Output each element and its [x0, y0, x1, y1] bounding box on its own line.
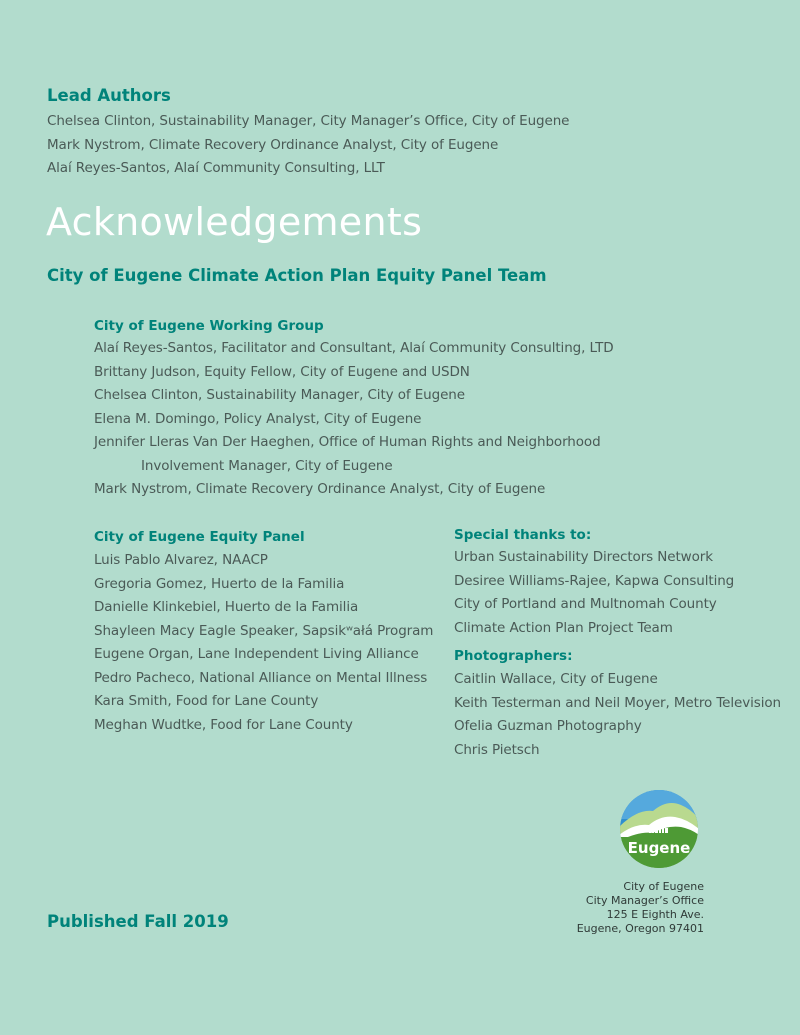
working-group-heading: City of Eugene Working Group [94, 318, 324, 334]
list-item: Chelsea Clinton, Sustainability Manager, City Manager’s Office, City of Eugene [47, 113, 570, 129]
list-item: Gregoria Gomez, Huerto de la Familia [94, 575, 345, 592]
list-item: Mark Nystrom, Climate Recovery Ordinance Analyst, City of Eugene [94, 481, 546, 497]
equity-panel-list [94, 549, 433, 737]
list-item: Eugene Organ, Lane Independent Living Alliance [94, 646, 419, 662]
list-item: Shayleen Macy Eagle Speaker, Sapsikʷałá Program [94, 622, 434, 639]
published-date: Published Fall 2019 [47, 912, 229, 931]
list-item-continuation: Involvement Manager, City of Eugene [141, 457, 393, 474]
list-item: Alaí Reyes-Santos, Alaí Community Consulting, LLT [47, 160, 385, 176]
list-item: Jennifer Lleras Van Der Haeghen, Office of Human Rights and Neighborhood [94, 434, 601, 450]
list-item: Mark Nystrom, Climate Recovery Ordinance Analyst, City of Eugene [47, 136, 499, 153]
list-item: Pedro Pacheco, National Alliance on Mental Illness [94, 669, 428, 686]
list-item: Ofelia Guzman Photography [454, 718, 642, 734]
special-thanks-heading: Special thanks to: [454, 527, 592, 543]
list-item: Elena M. Domingo, Policy Analyst, City of Eugene [94, 410, 422, 427]
equity-panel-heading: City of Eugene Equity Panel [94, 529, 305, 545]
list-item: Chris Pietsch [454, 741, 540, 758]
address-line: Eugene, Oregon 97401 [576, 922, 704, 935]
list-item: Kara Smith, Food for Lane County [94, 693, 319, 709]
lead-authors-heading: Lead Authors [47, 86, 171, 105]
address-line: 125 E Eighth Ave. [606, 908, 704, 921]
list-item: Chelsea Clinton, Sustainability Manager, City of Eugene [94, 387, 465, 403]
list-item: Brittany Judson, Equity Fellow, City of Eugene and USDN [94, 363, 470, 380]
photographers-list [454, 668, 781, 762]
team-heading: City of Eugene Climate Action Plan Equity Panel Team [47, 266, 547, 285]
photographers-heading: Photographers: [454, 648, 573, 664]
list-item: Alaí Reyes-Santos, Facilitator and Consultant, Alaí Community Consulting, LTD [94, 340, 614, 356]
list-item: Keith Testerman and Neil Moyer, Metro Television [454, 694, 781, 711]
list-item: Luis Pablo Alvarez, NAACP [94, 552, 268, 568]
address-block [560, 880, 704, 936]
list-item: Danielle Klinkebiel, Huerto de la Familia [94, 599, 359, 615]
logo-wordmark: Eugene [627, 839, 691, 857]
address-line: City of Eugene [623, 880, 704, 893]
list-item: Urban Sustainability Directors Network [454, 549, 713, 565]
page-title: Acknowledgements [46, 200, 423, 244]
list-item: City of Portland and Multnomah County [454, 596, 717, 612]
city-of-eugene-logo [619, 789, 699, 869]
list-item: Climate Action Plan Project Team [454, 619, 673, 636]
list-item: Desiree Williams-Rajee, Kapwa Consulting [454, 572, 735, 589]
special-thanks-list [454, 546, 734, 640]
list-item: Meghan Wudtke, Food for Lane County [94, 716, 353, 733]
list-item: Caitlin Wallace, City of Eugene [454, 671, 658, 687]
address-line: City Manager’s Office [585, 894, 704, 907]
working-group-list [94, 337, 614, 502]
lead-authors-list [47, 110, 569, 181]
